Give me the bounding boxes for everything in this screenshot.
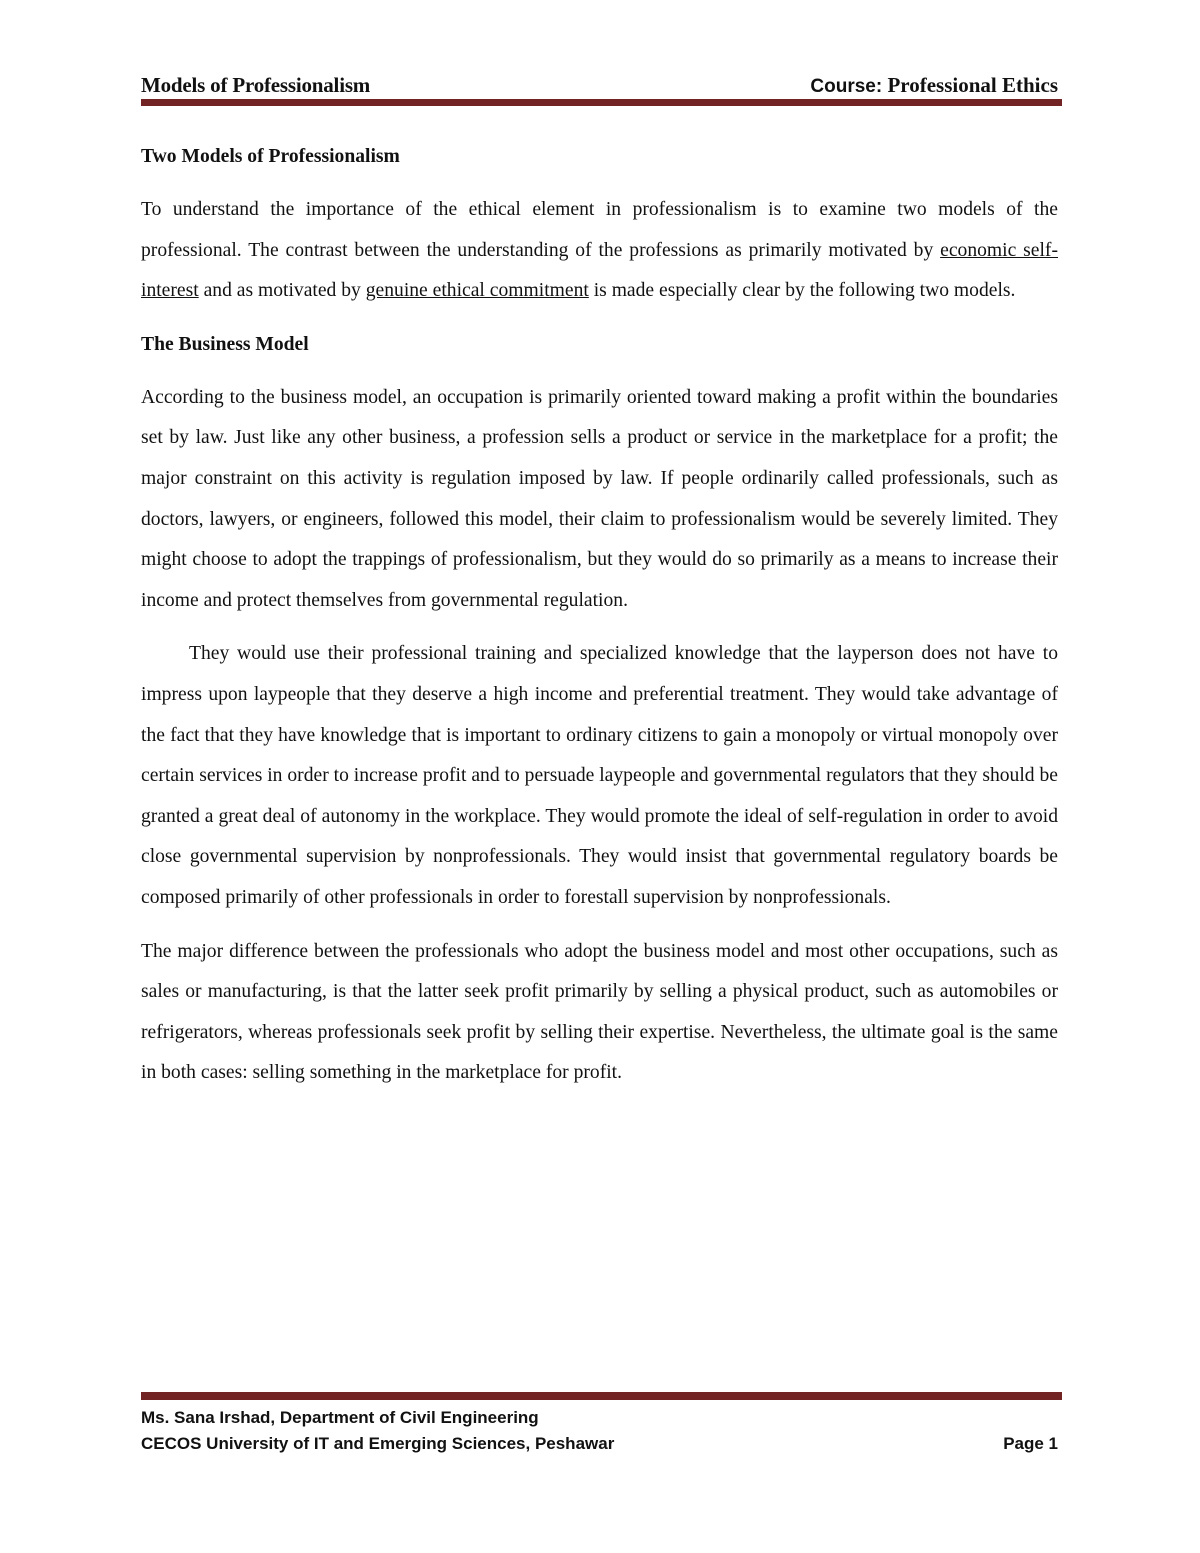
- section-heading-business-model: The Business Model: [141, 333, 309, 355]
- course-name: Professional Ethics: [887, 73, 1058, 97]
- business-paragraph-1: According to the business model, an occupation is primarily oriented toward making a profit within the boundaries set by law. Just like any other business, a profession sells a product or service in the marketplace for a profit; the major constraint on this activity is regulation imposed by law. If people ordinarily called professionals, such as doctors, lawyers, or engineers, followed this model, their claim to professionalism would be severely limited. They might choose to adopt the trappings of professionalism, but they would do so primarily as a means to increase their income and protect themselves from governmental regulation.: [141, 386, 1058, 611]
- section-heading-two-models: Two Models of Professionalism: [141, 146, 400, 167]
- footer-divider: [141, 1392, 1062, 1400]
- business-paragraph-2: They would use their professional training and specialized knowledge that the layperson does not have to impress upon laypeople that they deserve a high income and preferential treatment. They would take advantage of the fact that they have knowledge that is important to ordinary citizens to gain a monopoly or virtual monopoly over certain services in order to increase profit and to persuade laypeople and governmental regulators that they should be granted a great deal of autonomy in the workplace. They would promote the ideal of self-regulation in order to avoid close governmental supervision by nonprofessionals. They would insist that governmental regulatory boards be composed primarily of other professionals in order to forestall supervision by nonprofessionals.: [141, 643, 1058, 908]
- underlined-phrase-ethical: genuine ethical commitment: [365, 280, 589, 302]
- intro-text-end: is made especially clear by the following two models.: [588, 280, 1016, 302]
- header-course: [810, 73, 1058, 98]
- footer-institution: CECOS University of IT and Emerging Sciences, Peshawar: [141, 1434, 615, 1453]
- page-number: Page 1: [1003, 1434, 1058, 1453]
- footer-institution-row: [141, 1434, 1058, 1454]
- intro-paragraph: [141, 190, 1058, 312]
- header-document-title: Models of Professionalism: [141, 73, 371, 97]
- business-paragraph-3: The major difference between the professionals who adopt the business model and most other occupations, such as sales or manufacturing, is that the latter seek profit primarily by selling a physical product, such as automobiles or refrigerators, whereas professionals seek profit by selling their expertise. Nevertheless, the ultimate goal is the same in both cases: selling something in the marketplace for profit.: [141, 940, 1058, 1084]
- intro-text-start: To understand the importance of the ethical element in professionalism is to examine two models of the professional. The contrast between the understanding of the professions as primarily motivated by: [141, 199, 1058, 261]
- document-body: [141, 137, 1058, 1107]
- header-divider: [141, 99, 1062, 106]
- intro-text-middle: and as motivated by: [198, 280, 366, 302]
- course-prefix: Course:: [810, 76, 883, 97]
- footer-author: Ms. Sana Irshad, Department of Civil Engineering: [141, 1408, 539, 1427]
- underlined-phrase-economic: economic self-interest: [141, 239, 1058, 302]
